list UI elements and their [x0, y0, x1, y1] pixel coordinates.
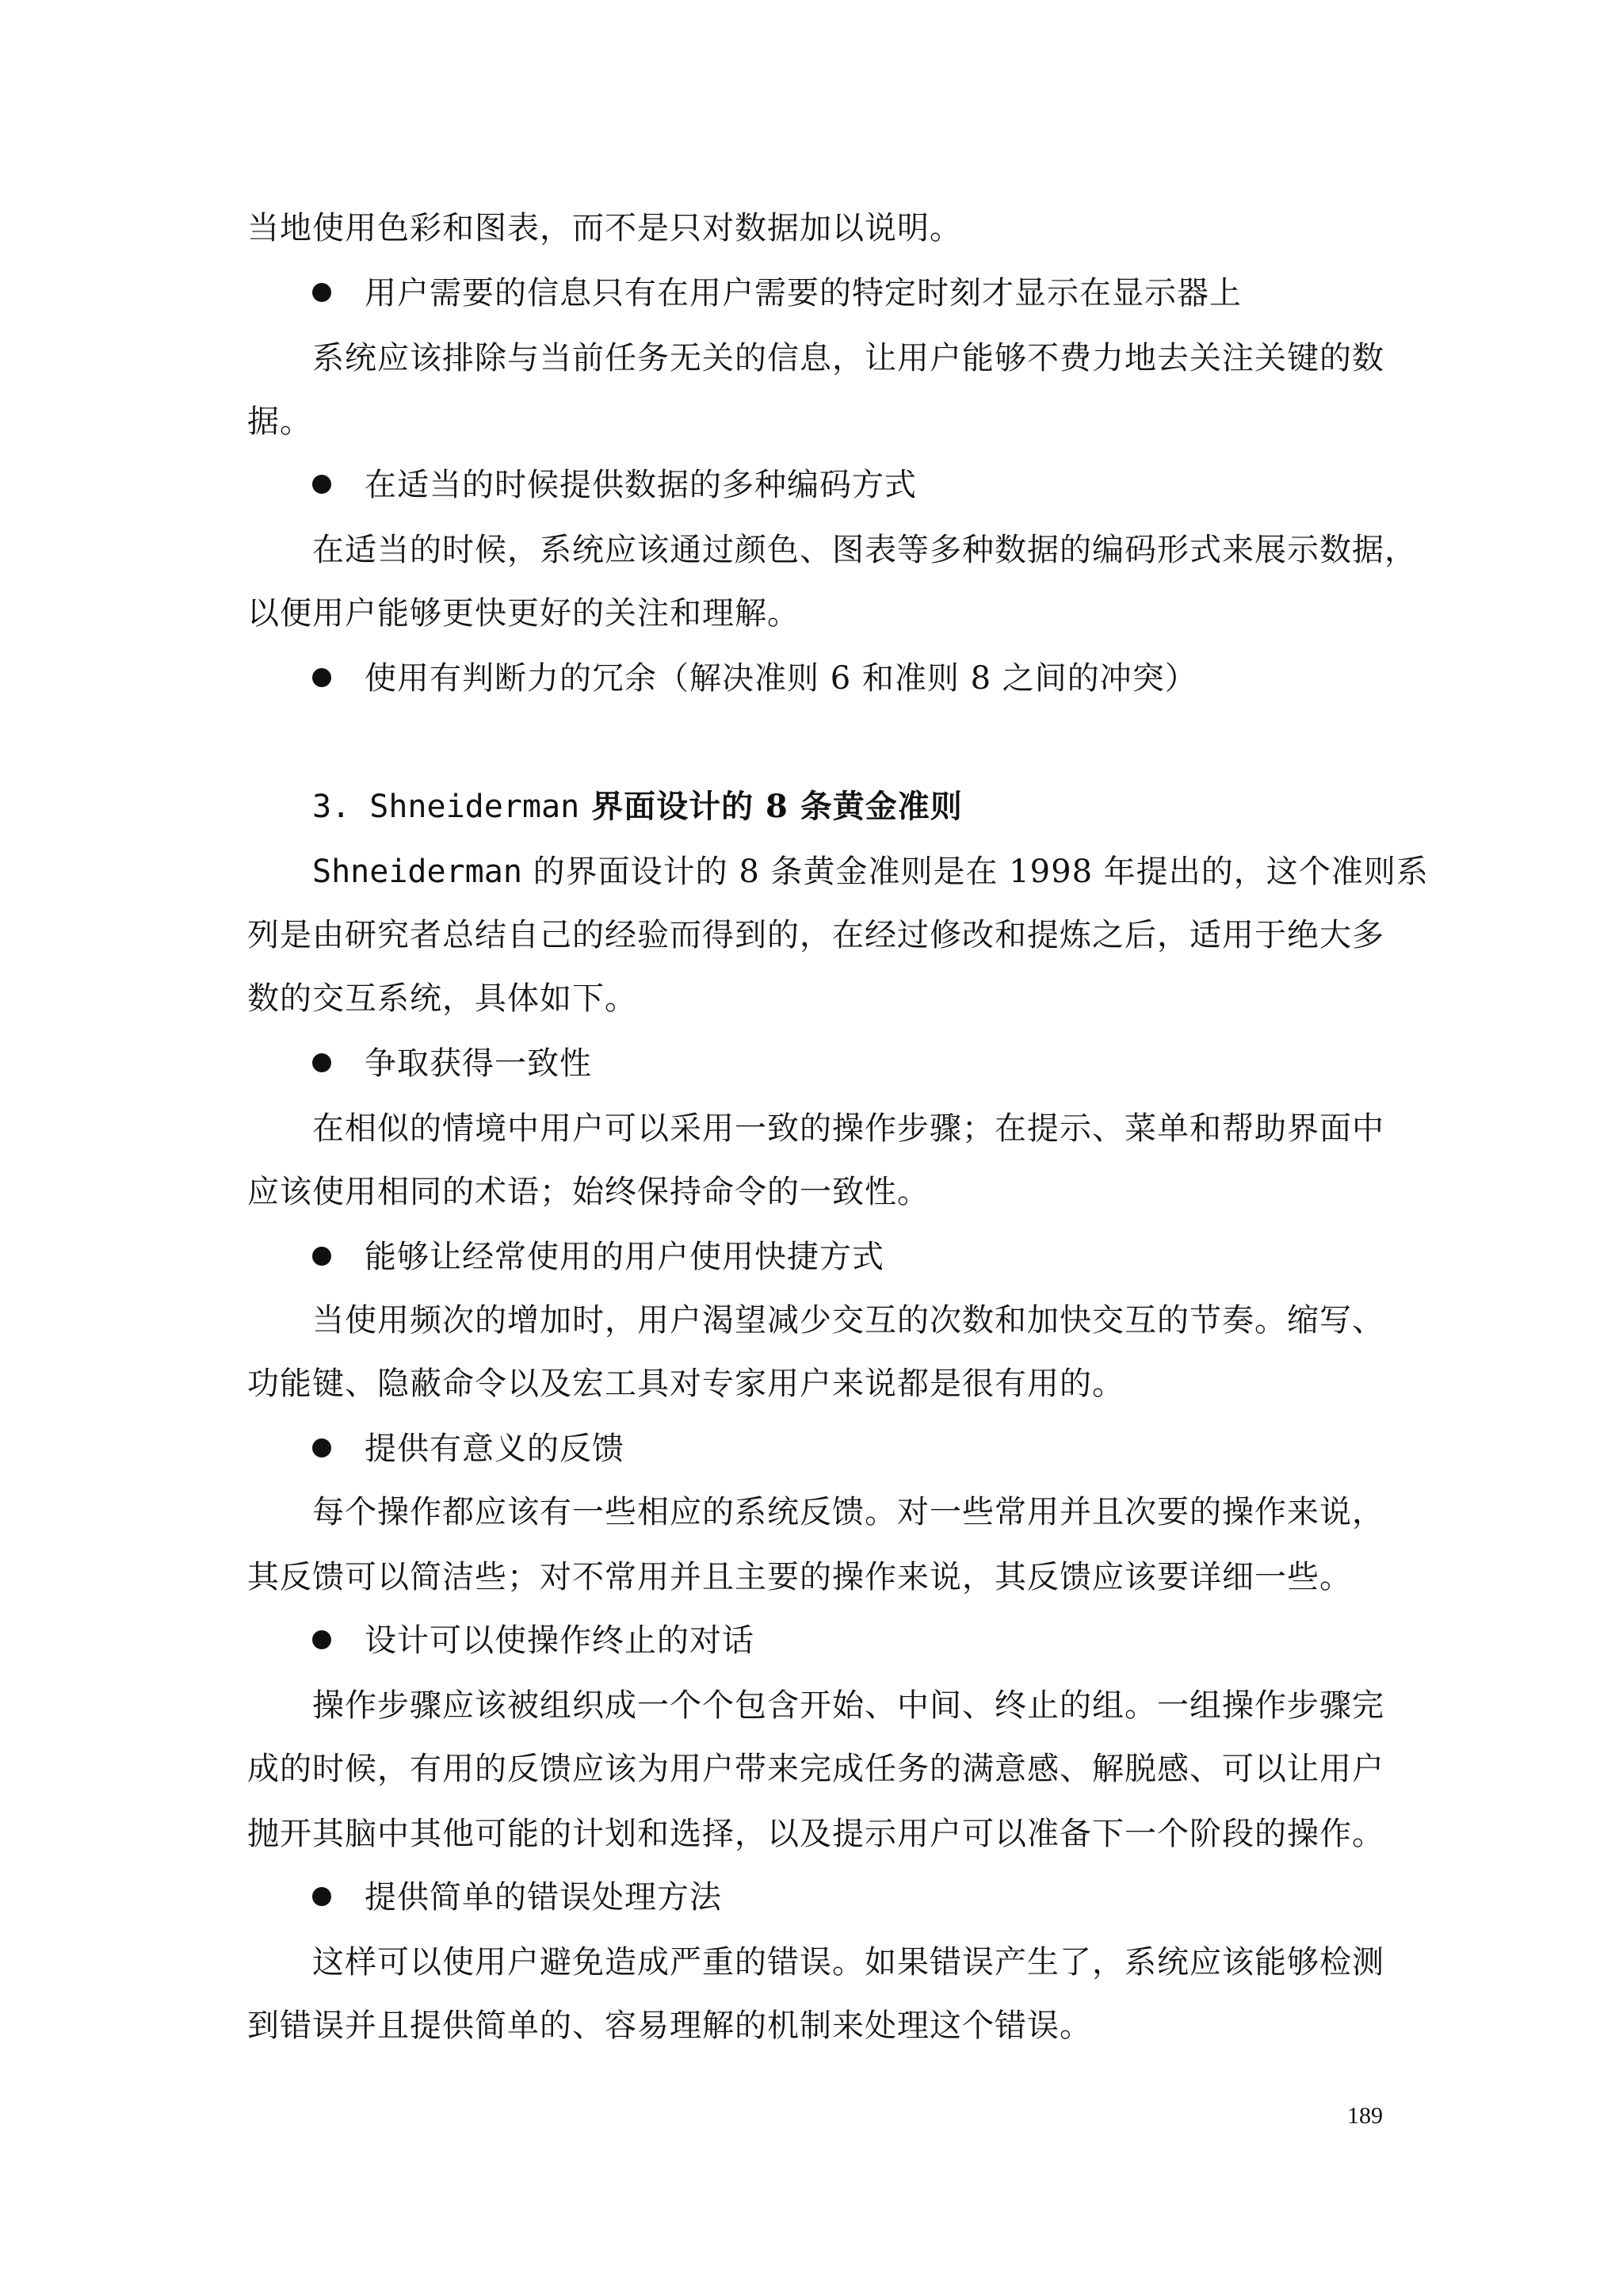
- paragraph-line: [312, 1300, 1453, 1341]
- text-line: 当地使用色彩和图表，而不是只对数据加以说明。: [247, 210, 962, 246]
- bullet-icon: [312, 283, 331, 302]
- paragraph-line: [247, 401, 1388, 442]
- text-line: 在相似的情境中用户可以采用一致的操作步骤；在提示、菜单和帮助界面中: [312, 1110, 1384, 1147]
- paragraph-line: [247, 208, 1388, 249]
- paragraph-line: [247, 978, 1388, 1019]
- bullet-text: 在适当的时候提供数据的多种编码方式: [365, 467, 917, 503]
- bullet-text: 提供有意义的反馈: [365, 1431, 624, 1467]
- bullet-text: 用户需要的信息只有在用户需要的特定时刻才显示在显示器上: [365, 275, 1242, 311]
- heading-number: 3. Shneiderman: [312, 789, 580, 825]
- paragraph-line: [247, 915, 1388, 956]
- bullet-text: 争取获得一致性: [365, 1045, 592, 1082]
- text-line: 据。: [247, 403, 312, 440]
- text-line: 当使用频次的增加时，用户渴望减少交互的次数和加快交互的节奏。缩写、: [312, 1302, 1384, 1339]
- bullet-item: [312, 464, 1453, 506]
- text-name: Shneiderman: [312, 854, 522, 890]
- paragraph-line: [312, 851, 1453, 892]
- text-line: 系统应该排除与当前任务无关的信息，让用户能够不费力地去关注关键的数: [312, 340, 1384, 376]
- paragraph-line: [312, 1492, 1453, 1533]
- text-line: 其反馈可以简洁些；对不常用并且主要的操作来说，其反馈应该要详细一些。: [247, 1559, 1352, 1595]
- bullet-item: [312, 1428, 1453, 1469]
- bullet-icon: [312, 475, 331, 494]
- text-line: 每个操作都应该有一些相应的系统反馈。对一些常用并且次要的操作来说，: [312, 1494, 1384, 1530]
- bullet-item: [312, 1620, 1453, 1661]
- text-line: 功能键、隐蔽命令以及宏工具对专家用户来说都是很有用的。: [247, 1366, 1125, 1402]
- bullet-item: [312, 658, 1453, 699]
- paragraph-line: [247, 593, 1388, 634]
- bullet-icon: [312, 1438, 331, 1457]
- paragraph-line: [312, 1685, 1453, 1726]
- text-line: 在适当的时候，系统应该通过颜色、图表等多种数据的编码形式来展示数据，: [312, 532, 1417, 568]
- bullet-text: 能够让经常使用的用户使用快捷方式: [365, 1239, 884, 1275]
- heading-text: 界面设计的 8 条黄金准则: [591, 788, 963, 825]
- bullet-item: [312, 1877, 1453, 1918]
- text-line: 成的时候，有用的反馈应该为用户带来完成任务的满意感、解脱感、可以让用户: [247, 1751, 1384, 1787]
- text-line: 的界面设计的 8 条黄金准则是在 1998 年提出的，这个准则系: [533, 854, 1429, 890]
- text-line: 数的交互系统，具体如下。: [247, 980, 637, 1017]
- bullet-text: 设计可以使操作终止的对话: [365, 1622, 754, 1659]
- bullet-item: [312, 1043, 1453, 1084]
- text-line: 以便用户能够更快更好的关注和理解。: [247, 595, 800, 632]
- bullet-item: [312, 273, 1453, 314]
- text-line: 这样可以使用户避免造成严重的错误。如果错误产生了，系统应该能够检测: [312, 1944, 1384, 1981]
- paragraph-line: [247, 1557, 1388, 1598]
- paragraph-line: [247, 1813, 1388, 1855]
- text-line: 到错误并且提供简单的、容易理解的机制来处理这个错误。: [247, 2008, 1092, 2044]
- bullet-text: 使用有判断力的冗余（解决准则 6 和准则 8 之间的冲突）: [365, 660, 1197, 697]
- paragraph-line: [247, 1748, 1388, 1790]
- paragraph-line: [312, 1942, 1453, 1983]
- text-line: 抛开其脑中其他可能的计划和选择，以及提示用户可以准备下一个阶段的操作。: [247, 1816, 1384, 1852]
- section-heading: [312, 786, 1453, 827]
- paragraph-line: [247, 1171, 1388, 1213]
- text-line: 操作步骤应该被组织成一个个包含开始、中间、终止的组。一组操作步骤完: [312, 1687, 1384, 1724]
- bullet-text: 提供简单的错误处理方法: [365, 1879, 722, 1916]
- paragraph-line: [312, 529, 1453, 571]
- bullet-item: [312, 1236, 1453, 1278]
- bullet-icon: [312, 1630, 331, 1649]
- bullet-icon: [312, 1887, 331, 1906]
- bullet-icon: [312, 1053, 331, 1072]
- bullet-icon: [312, 668, 331, 687]
- bullet-icon: [312, 1247, 331, 1266]
- page-number: 189: [1347, 2103, 1383, 2129]
- paragraph-line: [312, 338, 1453, 379]
- text-line: 应该使用相同的术语；始终保持命令的一致性。: [247, 1174, 930, 1210]
- text-line: 列是由研究者总结自己的经验而得到的，在经过修改和提炼之后，适用于绝大多: [247, 917, 1384, 953]
- paragraph-line: [247, 2005, 1388, 2046]
- paragraph-line: [247, 1363, 1388, 1404]
- paragraph-line: [312, 1108, 1453, 1149]
